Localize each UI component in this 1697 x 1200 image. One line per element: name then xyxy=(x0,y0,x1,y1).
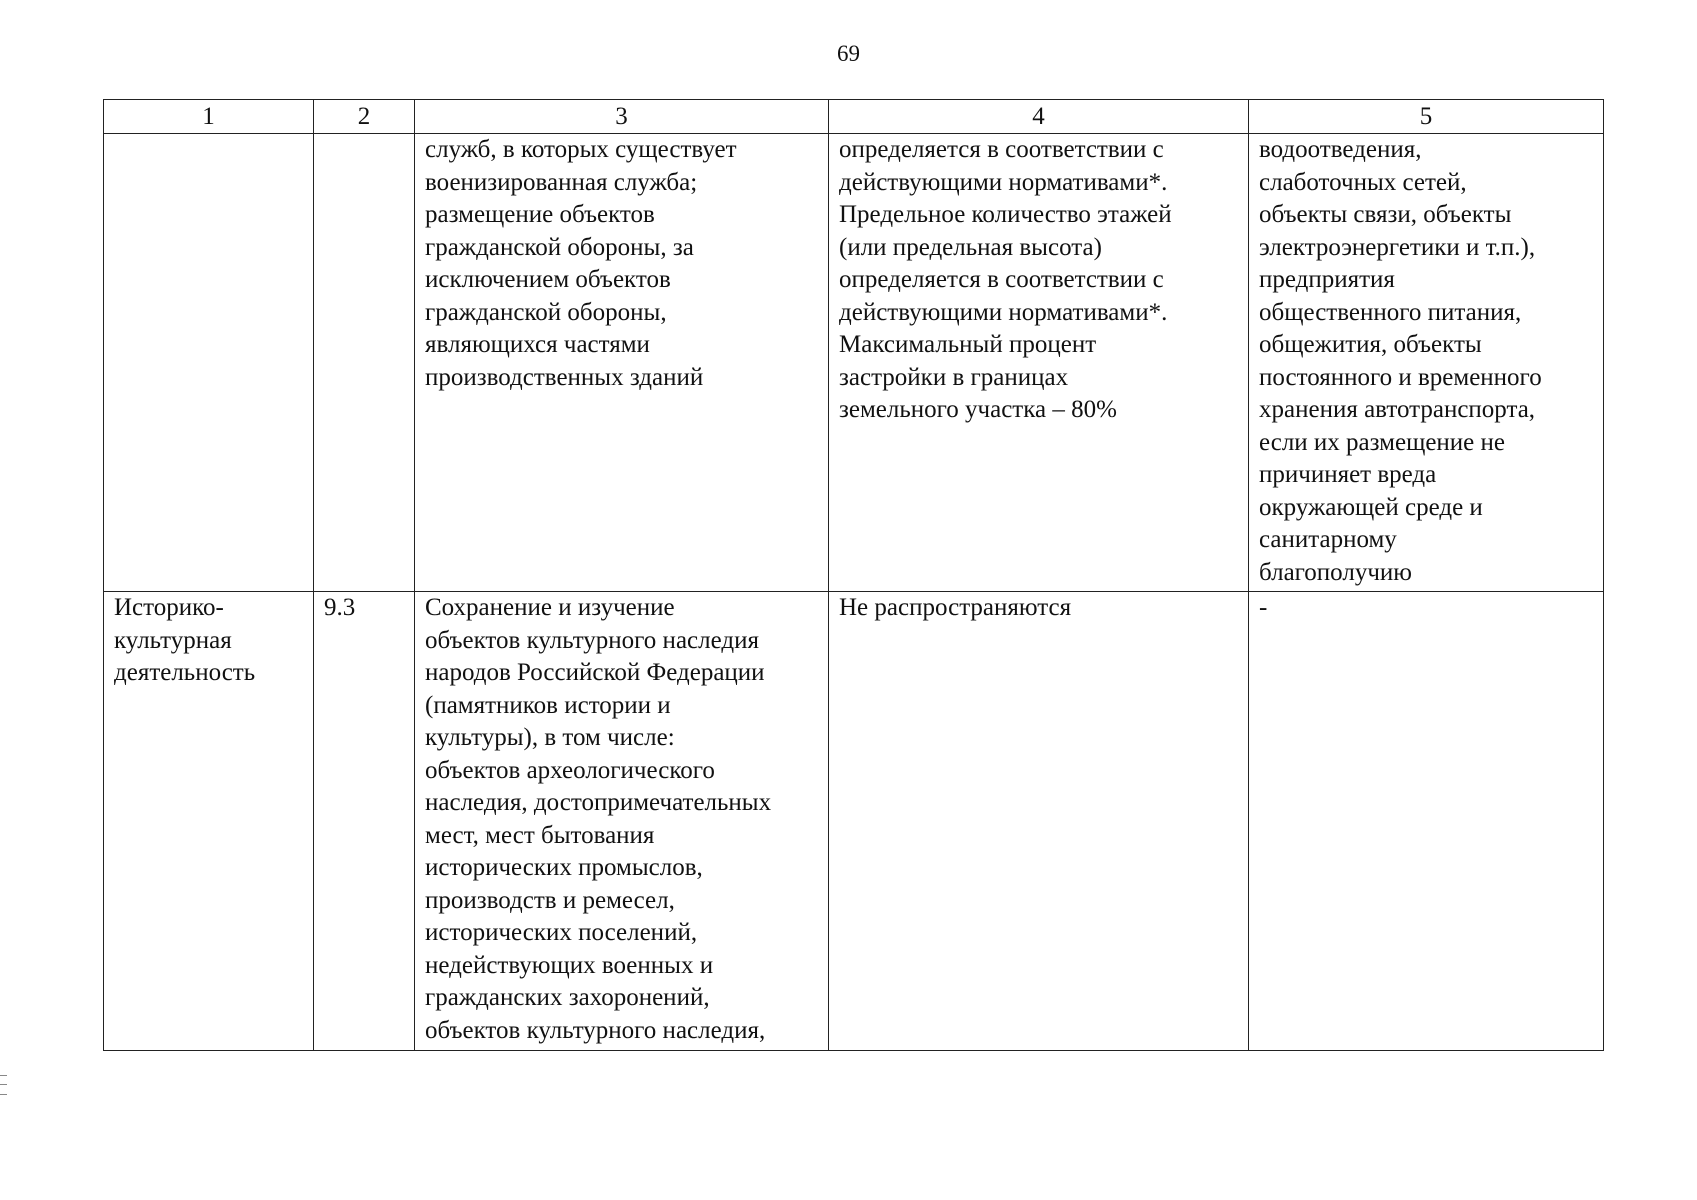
cell-text-line: объектов культурного наследия xyxy=(425,626,759,654)
code-cell xyxy=(314,134,415,592)
cell-text-line: размещение объектов xyxy=(425,201,655,228)
cell-text-line: общежития, объекты xyxy=(1259,331,1482,358)
cell-text-line: - xyxy=(1259,594,1268,621)
page-number: 69 xyxy=(837,41,860,66)
cell-text-line: определяется в соответствии с xyxy=(839,266,1164,293)
cell-text-line: электроэнергетики и т.п.), xyxy=(1259,233,1536,261)
column-header-3: 3 xyxy=(415,100,829,134)
parameters-cell xyxy=(829,134,1249,592)
cell-text-line: (памятников истории и xyxy=(425,691,671,719)
cell-text-line: действующими нормативами*. xyxy=(839,298,1168,326)
code-cell xyxy=(314,592,415,1051)
margin-mark xyxy=(0,1075,7,1095)
cell-text-line: являющихся частями xyxy=(425,331,650,358)
cell-text-line: служб, в которых существует xyxy=(425,136,737,163)
cell-text-line: водоотведения, xyxy=(1259,136,1422,163)
land-use-type-cell xyxy=(104,134,314,592)
cell-text-line: исторических промыслов, xyxy=(425,854,703,881)
land-use-type-cell xyxy=(104,592,314,1051)
land-use-table xyxy=(103,99,1604,1051)
cell-text-line: объектов культурного наследия, xyxy=(425,1016,766,1044)
cell-text-line: народов Российской Федерации xyxy=(425,659,765,686)
cell-text-line: военизированная служба; xyxy=(425,168,698,196)
cell-text-line: причиняет вреда xyxy=(1259,461,1437,488)
column-header-1: 1 xyxy=(104,100,314,134)
cell-text-line: благополучию xyxy=(1259,558,1412,586)
cell-text-line: общественного питания, xyxy=(1259,298,1522,326)
cell-text-line: действующими нормативами*. xyxy=(839,168,1168,196)
cell-text-line: мест, мест бытования xyxy=(425,821,655,849)
cell-text-line: земельного участка – 80% xyxy=(839,396,1117,423)
cell-text-line: наследия, достопримечательных xyxy=(425,789,772,816)
cell-text-line: Сохранение и изучение xyxy=(425,594,675,621)
table-header-row xyxy=(104,100,1604,134)
table-row-historical-cultural xyxy=(104,592,1604,1051)
cell-text-line: определяется в соответствии с xyxy=(839,136,1164,163)
cell-text-line: исторических поселений, xyxy=(425,919,698,946)
cell-text-line: постоянного и временного xyxy=(1259,363,1542,391)
cell-text-line: санитарному xyxy=(1259,526,1397,553)
column-header-2: 2 xyxy=(314,100,415,134)
cell-text-line: гражданской обороны, за xyxy=(425,233,694,261)
cell-text-line: культурная xyxy=(114,626,232,654)
cell-text-line: гражданских захоронений, xyxy=(425,984,710,1011)
description-cell xyxy=(415,134,829,592)
cell-text-line: слаботочных сетей, xyxy=(1259,168,1467,196)
cell-text-line: Максимальный процент xyxy=(839,331,1097,358)
parameters-cell xyxy=(829,592,1249,1051)
cell-text-line: производств и ремесел, xyxy=(425,886,675,914)
cell-text-line: исключением объектов xyxy=(425,266,671,293)
cell-text-line: хранения автотранспорта, xyxy=(1259,396,1536,423)
cell-text-line: объектов археологического xyxy=(425,756,715,784)
cell-text-line: недействующих военных и xyxy=(425,951,714,979)
column-header-4: 4 xyxy=(829,100,1249,134)
permitted-uses-cell xyxy=(1249,592,1604,1051)
cell-text-line: Историко- xyxy=(114,594,224,621)
table-row-continuation xyxy=(104,134,1604,592)
cell-text-line: 9.3 xyxy=(324,594,356,621)
cell-text-line: окружающей среде и xyxy=(1259,493,1483,521)
cell-text-line: производственных зданий xyxy=(425,363,704,391)
cell-text-line: гражданской обороны, xyxy=(425,298,667,326)
cell-text-line: деятельность xyxy=(114,659,256,686)
cell-text-line: предприятия xyxy=(1259,266,1395,293)
column-header-5: 5 xyxy=(1249,100,1604,134)
cell-text-line: (или предельная высота) xyxy=(839,233,1102,261)
cell-text-line: культуры), в том числе: xyxy=(425,724,675,751)
cell-text-line: Не распространяются xyxy=(839,594,1072,621)
cell-text-line: объекты связи, объекты xyxy=(1259,201,1512,228)
description-cell xyxy=(415,592,829,1051)
cell-text-line: застройки в границах xyxy=(839,363,1069,391)
cell-text-line: Предельное количество этажей xyxy=(839,201,1172,228)
cell-text-line: если их размещение не xyxy=(1259,428,1506,456)
permitted-uses-cell xyxy=(1249,134,1604,592)
